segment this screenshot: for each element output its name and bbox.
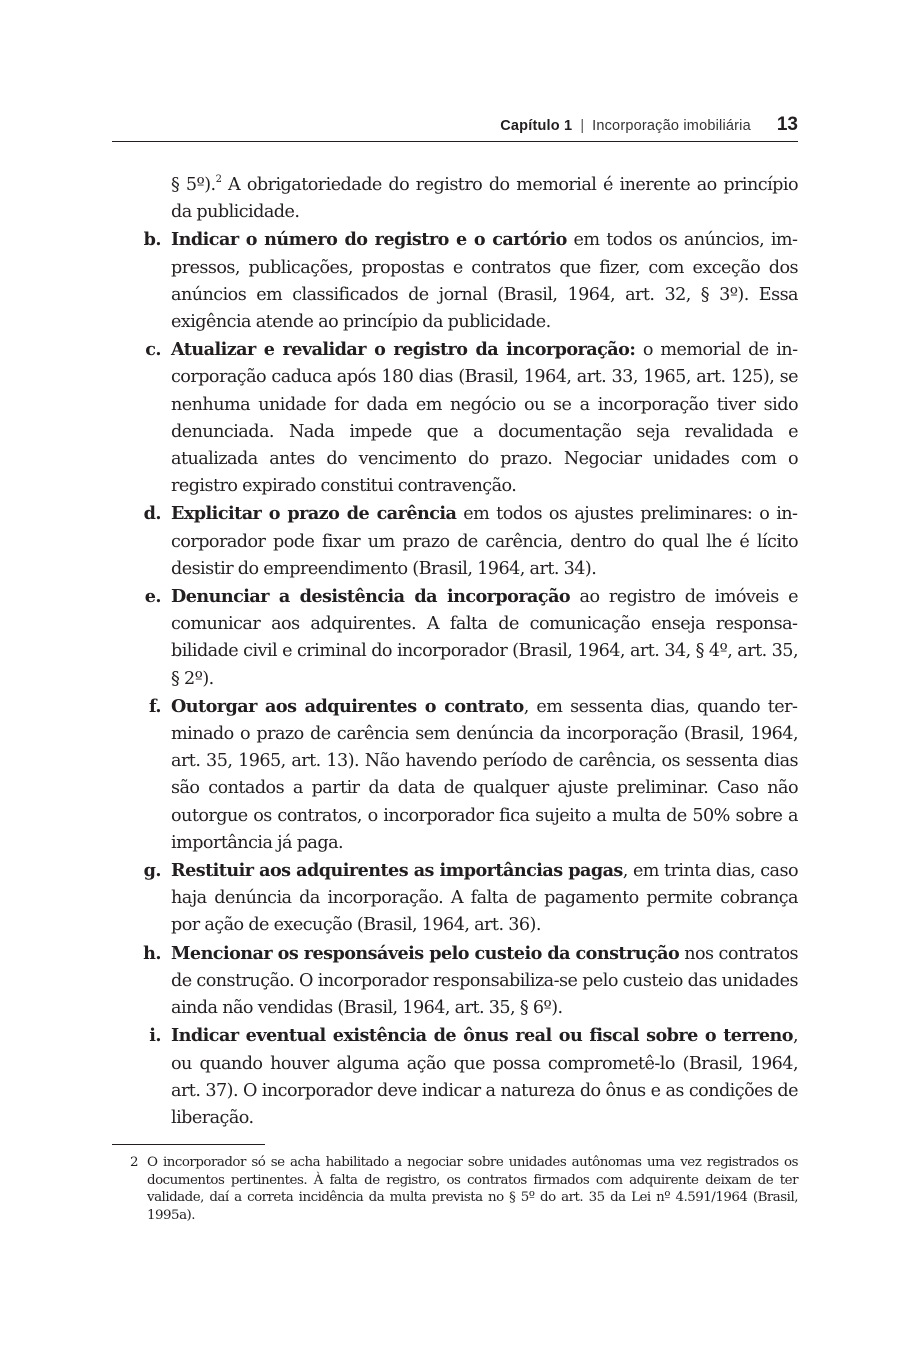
list-item-text [171, 226, 798, 336]
list-marker: f. [149, 695, 161, 717]
list-item [112, 583, 798, 693]
footnote-reference: 2 [215, 174, 222, 186]
list-marker: c. [145, 339, 161, 361]
body-text [112, 172, 798, 1132]
list-item-lead: Denunciar a desistência da incorporação [171, 586, 571, 608]
list-item-text [171, 500, 798, 583]
list-item-lead: Explicitar o prazo de carência [171, 503, 457, 525]
list-item [112, 1022, 798, 1132]
list-item [112, 940, 798, 1023]
list-item [112, 693, 798, 857]
list-item-lead: Outorgar aos adquirentes o contrato [171, 695, 524, 717]
list-marker: d. [143, 503, 161, 525]
running-header-content [500, 114, 798, 136]
list-item-lead: Indicar o número do registro e o cartório [171, 229, 567, 251]
list-item [112, 857, 798, 940]
list-item-text [171, 940, 798, 1023]
list-item [112, 500, 798, 583]
list-item-body: em todos os ajustes preliminares: o incorporador pode fixar um prazo de carência, dentro do qual lhe é lícito desistir do empreendimento (Brasil, 1964, art. 34). [171, 504, 798, 579]
list-item-body: em todos os anúncios, impressos, publicações, propostas e contratos que fizer, com exceção dos anúncios em classificados de jornal (Brasil, 1964, art. 32, § 3º). Essa exigência atende ao princípio da publicidade. [171, 230, 798, 333]
chapter-title: Incorporação imobiliária [592, 118, 751, 134]
obligations-list [112, 226, 798, 1132]
list-item-text [171, 336, 798, 500]
running-header [112, 114, 798, 138]
list-marker: e. [144, 586, 161, 608]
list-item-body: ao registro de imóveis e comunicar aos adquirentes. A falta de comunicação enseja responsabilidade civil e criminal do incorporador (Brasil, 1964, art. 34, § 4º, art. 35, § 2º). [171, 587, 798, 689]
list-item-text [171, 1022, 798, 1132]
list-item-body: , em sessenta dias, quando terminado o prazo de carência sem denúncia da incorporação (Brasil, 1964, art. 35, 1965, art. 13). Não havendo período de carência, os sessenta dias são contados a partir da data de qualquer ajuste preliminar. Caso não outorgue os contratos, o incorporador fica sujeito a multa de 50% sobre a importância já paga. [171, 696, 798, 853]
footnote [112, 1154, 798, 1224]
footnote-number: 2 [130, 1155, 139, 1170]
continued-text-start: § 5º). [171, 175, 216, 195]
list-item-text [171, 857, 798, 940]
list-item-body: o memorial de incorporação caduca após 180 dias (Brasil, 1964, art. 33, 1965, art. 125), se nenhuma unidade for dada em negócio ou se a incorporação tiver sido denunciada. Nada impede que a documentação seja revalidada e atualizada antes do vencimento do prazo. Negociar unidades com o registro expirado constitui contravenção. [171, 340, 799, 497]
header-rule [112, 141, 798, 142]
list-item-body: , em trinta dias, caso haja denúncia da incorporação. A falta de pagamento permite cobrança por ação de execução (Brasil, 1964, art. 36). [171, 861, 798, 936]
list-marker: h. [143, 942, 161, 964]
list-item-lead: Atualizar e revalidar o registro da incorporação: [171, 339, 636, 361]
list-marker: b. [143, 229, 161, 251]
list-item-body: , ou quando houver alguma ação que possa comprometê-lo (Brasil, 1964, art. 37). O incorporador deve indicar a natureza do ônus e as condições de liberação. [171, 1026, 798, 1128]
list-item-lead: Indicar eventual existência de ônus real ou fiscal sobre o terreno [171, 1025, 793, 1047]
list-item [112, 336, 798, 500]
list-item-text [171, 693, 798, 857]
list-marker: g. [143, 860, 161, 882]
header-separator: | [580, 118, 585, 134]
continued-paragraph [171, 172, 798, 226]
list-item-text [171, 583, 798, 693]
list-item-body: nos contratos de construção. O incorporador responsabiliza-se pelo custeio das unidades ainda não vendidas (Brasil, 1964, art. 35, § 6º). [171, 943, 799, 1019]
list-item [112, 226, 798, 336]
list-item-lead: Restituir aos adquirentes as importâncias pagas [171, 860, 623, 882]
page-number: 13 [776, 114, 798, 135]
list-item-lead: Mencionar os responsáveis pelo custeio da construção [171, 942, 680, 964]
footnote-text: O incorporador só se acha habilitado a negociar sobre unidades autônomas uma vez registrados os documentos pertinentes. À falta de registro, os contratos firmados com adquirente deixam de ter validade, daí a correta incidência da multa prevista no § 5º do art. 35 da Lei nº 4.591/1964 (Brasil, 1995a). [147, 1155, 798, 1223]
chapter-label: Capítulo 1 [500, 118, 573, 134]
continued-text-end: A obrigatoriedade do registro do memorial é inerente ao princípio da publicidade. [171, 175, 798, 223]
footnote-rule [112, 1144, 265, 1145]
list-marker: i. [149, 1025, 161, 1047]
